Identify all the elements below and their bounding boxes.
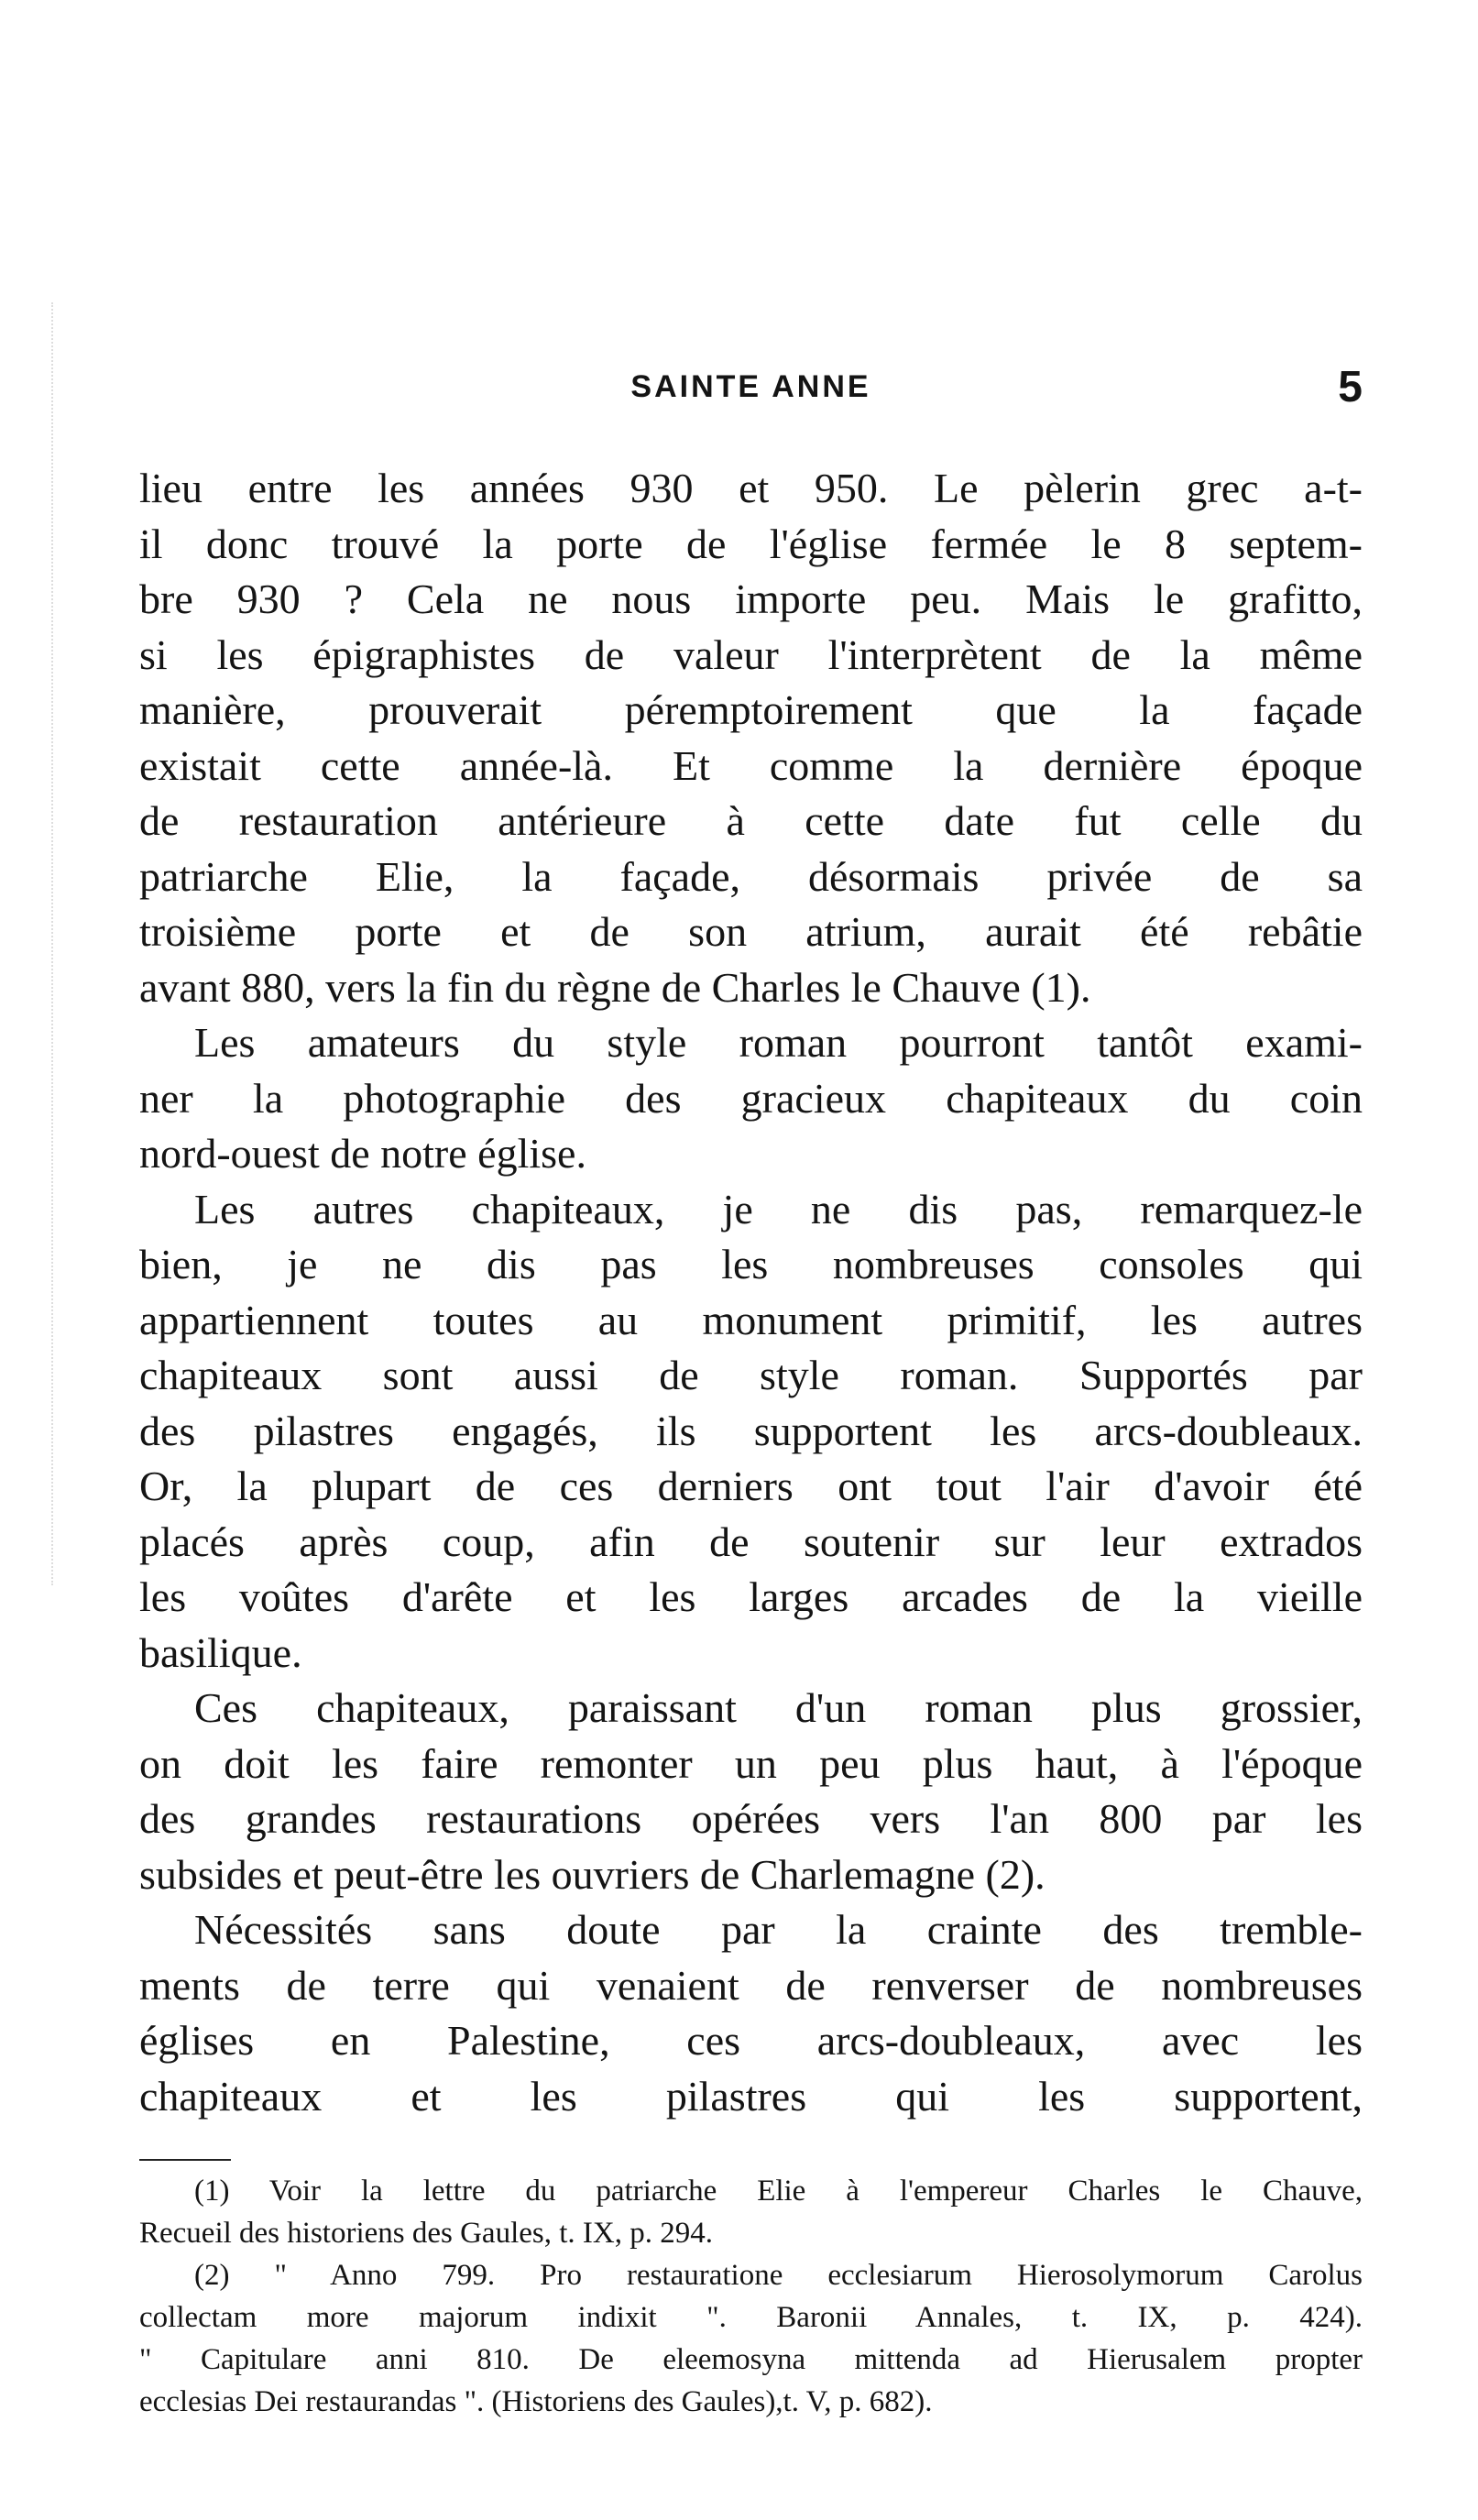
text-line: ner la photographie des gracieux chapiteaux du coin: [139, 1074, 1363, 1122]
text-line: si les épigraphistes de valeur l'interprètent de la même: [139, 630, 1363, 678]
text-line: troisième porte et de son atrium, aurait été rebâtie: [139, 908, 1363, 955]
text-line: églises en Palestine, ces arcs-doubleaux, avec les: [139, 2017, 1363, 2064]
footnotes: [139, 2170, 1363, 2423]
text-line: Ces chapiteaux, paraissant d'un roman plus grossier,: [194, 1684, 1363, 1731]
text-line: les voûtes d'arête et les larges arcades de la vieille: [139, 1573, 1363, 1620]
text-line: nord-ouest de notre église.: [139, 1130, 586, 1177]
footnote-line: " Capitulare anni 810. De eleemosyna mittenda ad Hierusalem propter: [139, 2343, 1363, 2376]
footnote-line: collectam more majorum indixit ". Baronii Annales, t. IX, p. 424).: [139, 2301, 1363, 2334]
footnote-line: (1) Voir la lettre du patriarche Elie à l'empereur Charles le Chauve,: [194, 2175, 1363, 2208]
text-line: bre 930 ? Cela ne nous importe peu. Mais le grafitto,: [139, 575, 1363, 622]
text-line: chapiteaux et les pilastres qui les supportent,: [139, 2072, 1363, 2120]
text-line: appartiennent toutes au monument primitif, les autres: [139, 1296, 1363, 1343]
footnote-rule: [139, 2159, 231, 2161]
text-line: des grandes restaurations opérées vers l'an 800 par les: [139, 1795, 1363, 1842]
text-line: avant 880, vers la fin du règne de Charles le Chauve (1).: [139, 963, 1091, 1011]
text-line: Les autres chapiteaux, je ne dis pas, remarquez-le: [194, 1185, 1363, 1233]
text-line: lieu entre les années 930 et 950. Le pèlerin grec a-t-: [139, 465, 1363, 511]
text-line: il donc trouvé la porte de l'église fermée le 8 septem-: [139, 520, 1363, 567]
text-line: Les amateurs du style roman pourront tantôt exami-: [194, 1019, 1363, 1066]
book-page: [139, 362, 1363, 2423]
text-line: Or, la plupart de ces derniers ont tout l'air d'avoir été: [139, 1463, 1363, 1509]
text-line: placés après coup, afin de soutenir sur leur extrados: [139, 1517, 1363, 1565]
text-line: chapiteaux sont aussi de style roman. Supportés par: [139, 1352, 1363, 1398]
text-line: bien, je ne dis pas les nombreuses consoles qui: [139, 1241, 1363, 1287]
margin-specks: [51, 302, 57, 1585]
text-line: de restauration antérieure à cette date fut celle du: [139, 797, 1363, 844]
page-number: 5: [1338, 363, 1363, 411]
text-line: subsides et peut-être les ouvriers de Charlemagne (2).: [139, 1850, 1046, 1898]
body-text: [139, 461, 1363, 2124]
text-line: existait cette année-là. Et comme la dernière époque: [139, 741, 1363, 789]
footnote-line: (2) " Anno 799. Pro restauratione ecclesiarum Hierosolymorum Carolus: [194, 2259, 1363, 2292]
running-title: SAINTE ANNE: [630, 369, 871, 404]
text-line: on doit les faire remonter un peu plus haut, à l'époque: [139, 1739, 1363, 1787]
text-line: ments de terre qui venaient de renverser de nombreuses: [139, 1961, 1363, 2009]
text-line: patriarche Elie, la façade, désormais privée de sa: [139, 852, 1363, 900]
footnote-line: Recueil des historiens des Gaules, t. IX, p. 294.: [139, 2217, 713, 2250]
text-line: manière, prouverait péremptoirement que la façade: [139, 686, 1363, 733]
text-line: Nécessités sans doute par la crainte des tremble-: [194, 1906, 1363, 1953]
text-line: des pilastres engagés, ils supportent les arcs-doubleaux.: [139, 1407, 1363, 1454]
running-head: [139, 362, 1363, 435]
footnote-line: ecclesias Dei restaurandas ". (Historiens des Gaules),t. V, p. 682).: [139, 2385, 933, 2418]
text-line: basilique.: [139, 1628, 302, 1676]
